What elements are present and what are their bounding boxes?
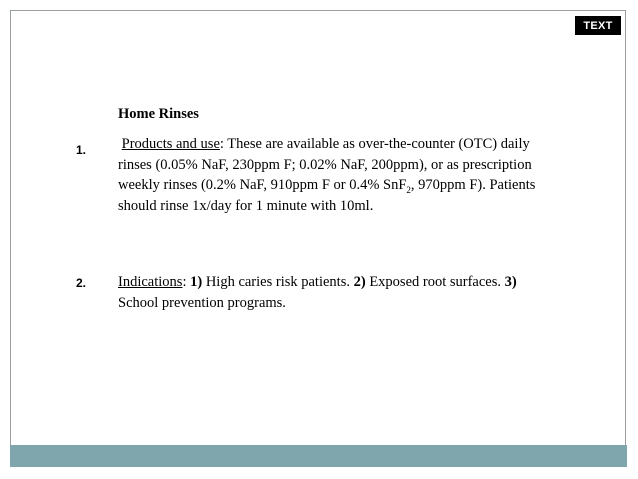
item-number: 2. [76,276,87,290]
subscript: 2 [406,184,411,195]
products-and-use-label: Products and use [121,136,220,152]
indication-marker: 1) [190,274,203,290]
products-and-use-text-a: : These are available as over-the-counter (OTC) daily rinses (0.05% NaF, 230ppm F; 0.02% NaF, 200ppm), or as prescription weekly rinses (0.2% NaF, 910ppm F or 0.4% SnF [118,136,532,193]
indication-text: Exposed root surfaces. [365,274,505,290]
indications-colon: : [182,274,191,290]
footer-bar [10,445,627,467]
indications-paragraph [118,272,538,313]
section-heading: Home Rinses [118,106,199,122]
indication-text: High caries risk patients. [202,274,354,290]
text-tag: TEXT [575,16,621,35]
indications-label: Indications [118,274,183,290]
products-and-use-text-b: , 970ppm F). Patients should rinse 1x/day for 1 minute with 10ml. [118,177,536,214]
products-and-use-paragraph [118,134,538,216]
indication-marker: 2) [353,274,366,290]
indication-text: School prevention programs. [118,294,286,311]
item-number: 1. [76,143,87,157]
indication-marker: 3) [504,274,517,290]
slide-frame [10,10,626,466]
